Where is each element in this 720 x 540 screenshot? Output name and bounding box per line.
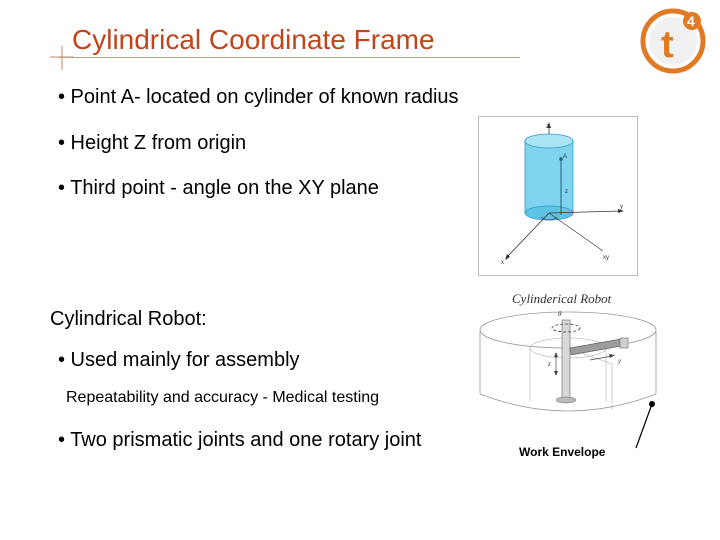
- bullet-joints: • Two prismatic joints and one rotary joint: [58, 429, 422, 451]
- fig1-height-label: z: [565, 189, 568, 195]
- robot-figure-title: Cylinderical Robot: [512, 291, 612, 306]
- slide-title: Cylindrical Coordinate Frame: [72, 24, 435, 55]
- work-envelope-label: Work Envelope: [519, 445, 606, 459]
- robot-heading: Cylindrical Robot:: [50, 308, 207, 330]
- fig1-x-axis-label: x: [501, 260, 504, 266]
- title-underline: [58, 57, 520, 58]
- bullet-point-a: • Point A- located on cylinder of known radius: [58, 86, 459, 108]
- t4-logo-icon: [640, 8, 706, 74]
- cylinder-coordinate-figure: [478, 116, 638, 276]
- fig1-z-axis-label: z: [546, 124, 549, 130]
- sub-repeatability: Repeatability and accuracy - Medical testing: [66, 389, 380, 406]
- fig2-y-label: y: [618, 357, 622, 365]
- work-envelope-callout-line: [600, 398, 660, 450]
- fig1-plane-label: xy: [603, 255, 609, 261]
- logo-superscript: 4: [687, 13, 695, 29]
- crosshair-decoration: [50, 46, 74, 70]
- logo-letter: t: [661, 24, 674, 66]
- cylinder-diagram: [479, 117, 637, 275]
- bullet-third-point: • Third point - angle on the XY plane: [58, 177, 379, 199]
- fig1-point-label: A: [563, 154, 568, 160]
- bullet-assembly: • Used mainly for assembly: [58, 349, 300, 371]
- fig2-z-label: z: [548, 360, 551, 368]
- bullet-height-z: • Height Z from origin: [58, 132, 247, 154]
- fig1-y-axis-label: y: [620, 204, 623, 210]
- fig2-theta-label: θ: [558, 310, 562, 318]
